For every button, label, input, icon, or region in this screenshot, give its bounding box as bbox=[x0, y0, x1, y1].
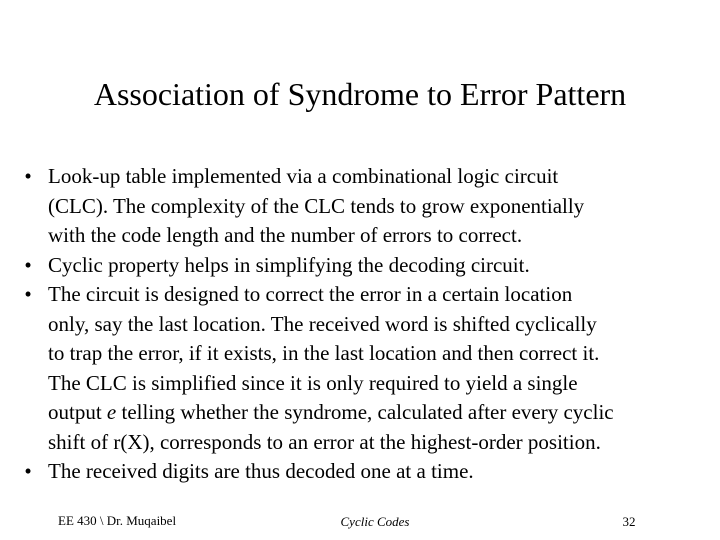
bullet-line: shift of r(X), corresponds to an error at the highest-order position. bbox=[48, 429, 601, 454]
bullet-line: telling whether the syndrome, calculated after every cyclic bbox=[116, 400, 614, 424]
bullet-line: with the code length and the number of errors to correct. bbox=[48, 223, 523, 247]
footer-topic: Cyclic Codes bbox=[340, 514, 410, 529]
bullet-line: Look-up table implemented via a combinational logic circuit bbox=[48, 164, 559, 188]
footer-page-number: 32 bbox=[622, 514, 636, 529]
bullet-item bbox=[18, 280, 718, 457]
bullet-marker: • bbox=[24, 282, 32, 306]
slide-title: Association of Syndrome to Error Pattern bbox=[93, 76, 627, 112]
bullet-marker: • bbox=[24, 252, 32, 277]
bullet-line: The received digits are thus decoded one at a time. bbox=[48, 459, 474, 483]
variable-e: e bbox=[106, 400, 117, 424]
bullet-marker: • bbox=[24, 459, 32, 483]
bullet-line: to trap the error, if it exists, in the last location and then correct it. bbox=[48, 341, 600, 365]
bullet-line: only, say the last location. The received word is shifted cyclically bbox=[48, 311, 597, 336]
footer-course-instructor: EE 430 \ Dr. Muqaibel bbox=[58, 513, 177, 528]
bullet-marker: • bbox=[24, 164, 32, 188]
bullet-list bbox=[18, 162, 718, 487]
bullet-line: Cyclic property helps in simplifying the decoding circuit. bbox=[48, 252, 530, 277]
bullet-item bbox=[18, 251, 718, 281]
bullet-line: (CLC). The complexity of the CLC tends to grow exponentially bbox=[48, 193, 585, 218]
bullet-item bbox=[18, 457, 718, 487]
bullet-line: The CLC is simplified since it is only required to yield a single bbox=[48, 370, 578, 395]
bullet-line: output bbox=[48, 400, 107, 424]
bullet-line: The circuit is designed to correct the error in a certain location bbox=[48, 282, 573, 306]
bullet-item bbox=[18, 162, 718, 251]
